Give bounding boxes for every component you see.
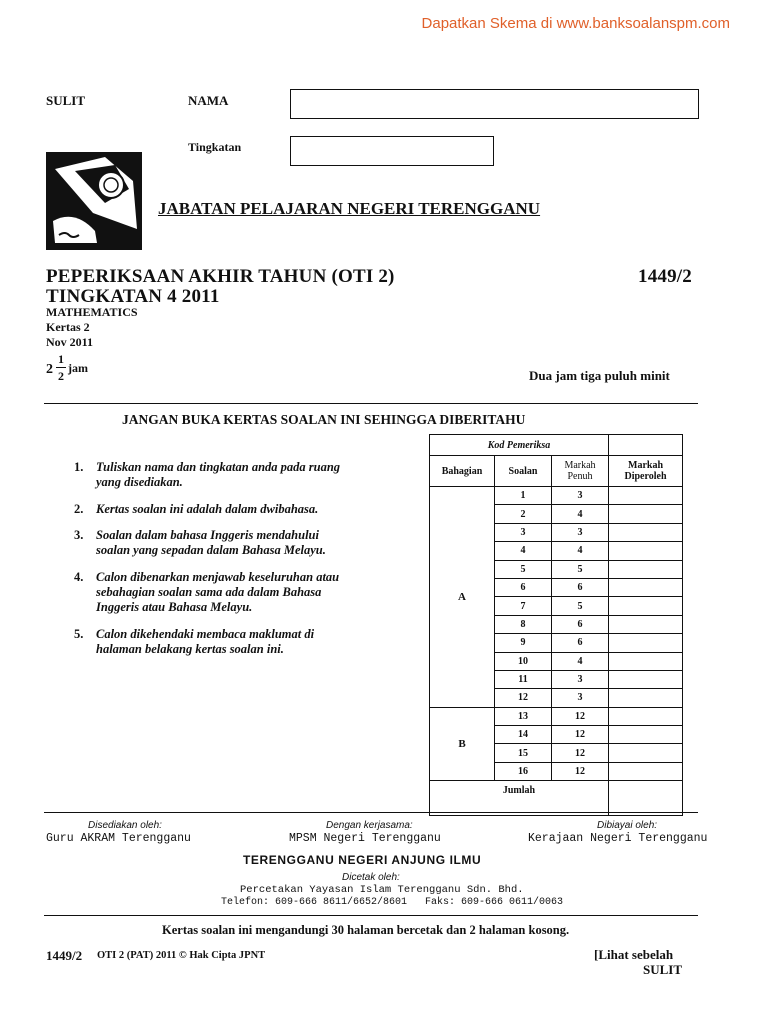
- instruction-text: Tuliskan nama dan tingkatan anda pada ruang yang disediakan.: [96, 460, 341, 489]
- question-cell: 10: [495, 652, 552, 670]
- full-marks-cell: 6: [552, 634, 609, 652]
- subject: MATHEMATICS: [46, 305, 138, 319]
- full-marks-cell: 12: [552, 707, 609, 725]
- question-cell: 5: [495, 560, 552, 578]
- instruction-item: [74, 460, 346, 490]
- printer-contact: Telefon: 609-666 8611/6652/8601 Faks: 609-666 0611/0063: [221, 897, 564, 908]
- duration-fraction: [46, 352, 106, 388]
- footer-code: 1449/2: [46, 948, 83, 963]
- col-header-full-marks: Markah Penuh: [552, 456, 609, 487]
- instruction-text: Kertas soalan ini adalah dalam dwibahasa.: [96, 502, 319, 516]
- col-header-section: Bahagian: [430, 456, 495, 487]
- instruction-number: 5.: [74, 627, 84, 641]
- printer-name: Percetakan Yayasan Islam Terengganu Sdn. Bhd.: [240, 884, 524, 896]
- obtained-cell[interactable]: [609, 652, 683, 670]
- obtained-cell[interactable]: [609, 670, 683, 688]
- instruction-number: 2.: [74, 502, 84, 516]
- obtained-cell[interactable]: [609, 634, 683, 652]
- obtained-cell[interactable]: [609, 744, 683, 762]
- full-marks-cell: 6: [552, 615, 609, 633]
- copyright: OTI 2 (PAT) 2011 © Hak Cipta JPNT: [97, 950, 266, 961]
- full-marks-cell: 4: [552, 652, 609, 670]
- obtained-cell[interactable]: [609, 523, 683, 541]
- tingkatan-label: Tingkatan: [188, 140, 242, 154]
- funded-label: Dibiayai oleh:: [597, 820, 658, 831]
- examiner-code-header: Kod Pemeriksa: [430, 435, 609, 456]
- header-link[interactable]: Dapatkan Skema di www.banksoalanspm.com: [421, 15, 730, 32]
- instruction-text: Calon dibenarkan menjawab keseluruhan atau sebahagian soalan sama ada dalam Bahasa Inggeris atau Bahasa Melayu.: [96, 570, 340, 614]
- obtained-cell[interactable]: [609, 762, 683, 780]
- instruction-text: Calon dikehendaki membaca maklumat di halaman belakang kertas soalan ini.: [96, 627, 315, 656]
- paper-number: Kertas 2: [46, 320, 90, 334]
- prepared-by: Guru AKRAM Terengganu: [46, 832, 191, 845]
- obtained-cell[interactable]: [609, 542, 683, 560]
- question-cell: 16: [495, 762, 552, 780]
- instruction-number: 3.: [74, 528, 84, 542]
- instruction-item: [74, 502, 346, 517]
- obtained-cell[interactable]: [609, 578, 683, 596]
- obtained-cell[interactable]: [609, 560, 683, 578]
- col-header-obtained: Markah Diperoleh: [609, 456, 683, 487]
- funded-by: Kerajaan Negeri Terengganu: [528, 832, 708, 845]
- duration-unit: jam: [68, 361, 88, 375]
- instruction-number: 1.: [74, 460, 84, 474]
- form-title: TINGKATAN 4 2011: [46, 286, 220, 307]
- full-marks-cell: 5: [552, 560, 609, 578]
- exam-date: Nov 2011: [46, 335, 94, 349]
- section-a-label: A: [430, 487, 495, 708]
- question-cell: 11: [495, 670, 552, 688]
- instruction-item: [74, 528, 346, 558]
- obtained-cell[interactable]: [609, 487, 683, 505]
- motto: TERENGGANU NEGERI ANJUNG ILMU: [243, 853, 482, 867]
- full-marks-cell: 12: [552, 726, 609, 744]
- duration-words: Dua jam tiga puluh minit: [529, 368, 670, 383]
- duration-denominator: 2: [58, 369, 64, 383]
- full-marks-cell: 6: [552, 578, 609, 596]
- turn-over: [Lihat sebelah: [594, 947, 674, 962]
- question-cell: 8: [495, 615, 552, 633]
- table-row: [430, 707, 683, 725]
- section-b-label: B: [430, 707, 495, 781]
- full-marks-cell: 3: [552, 523, 609, 541]
- divider: [44, 915, 698, 916]
- table-corner: [609, 435, 683, 456]
- full-marks-cell: 3: [552, 487, 609, 505]
- printed-label: Dicetak oleh:: [342, 872, 400, 883]
- pages-note: Kertas soalan ini mengandungi 30 halaman bercetak dan 2 halaman kosong.: [162, 923, 570, 937]
- paper-code: 1449/2: [638, 266, 692, 287]
- divider: [44, 812, 698, 813]
- obtained-cell[interactable]: [609, 707, 683, 725]
- full-marks-cell: 3: [552, 670, 609, 688]
- obtained-cell[interactable]: [609, 505, 683, 523]
- prepared-label: Disediakan oleh:: [88, 820, 162, 831]
- question-cell: 14: [495, 726, 552, 744]
- question-cell: 9: [495, 634, 552, 652]
- full-marks-cell: 5: [552, 597, 609, 615]
- duration-whole: 2: [46, 362, 53, 377]
- department-title: JABATAN PELAJARAN NEGERI TERENGGANU: [158, 199, 541, 218]
- question-cell: 3: [495, 523, 552, 541]
- instruction-text: Soalan dalam bahasa Inggeris mendahului soalan yang sepadan dalam Bahasa Melayu.: [96, 528, 326, 557]
- footer-sulit: SULIT: [643, 962, 683, 977]
- instruction-number: 4.: [74, 570, 84, 584]
- divider: [44, 403, 698, 404]
- full-marks-cell: 3: [552, 689, 609, 707]
- warning-text: JANGAN BUKA KERTAS SOALAN INI SEHINGGA DIBERITAHU: [122, 412, 526, 427]
- total-cell[interactable]: [609, 781, 683, 816]
- obtained-cell[interactable]: [609, 726, 683, 744]
- sulit-label: SULIT: [46, 93, 86, 108]
- question-cell: 1: [495, 487, 552, 505]
- fraction-bar: [56, 367, 66, 368]
- full-marks-cell: 12: [552, 744, 609, 762]
- instruction-item: [74, 627, 346, 657]
- question-cell: 2: [495, 505, 552, 523]
- instructions-list: [74, 460, 346, 657]
- duration-numerator: 1: [58, 352, 64, 366]
- question-cell: 15: [495, 744, 552, 762]
- question-cell: 7: [495, 597, 552, 615]
- full-marks-cell: 4: [552, 542, 609, 560]
- full-marks-cell: 12: [552, 762, 609, 780]
- question-cell: 12: [495, 689, 552, 707]
- obtained-cell[interactable]: [609, 597, 683, 615]
- collaboration-label: Dengan kerjasama:: [326, 820, 413, 831]
- jpnt-logo: [45, 151, 143, 251]
- instruction-item: [74, 570, 346, 615]
- marks-table: [429, 434, 683, 816]
- exam-title: PEPERIKSAAN AKHIR TAHUN (OTI 2): [46, 266, 395, 287]
- tingkatan-field[interactable]: [290, 136, 494, 166]
- table-row: [430, 487, 683, 505]
- obtained-cell[interactable]: [609, 615, 683, 633]
- question-cell: 4: [495, 542, 552, 560]
- question-cell: 6: [495, 578, 552, 596]
- obtained-cell[interactable]: [609, 689, 683, 707]
- nama-field[interactable]: [290, 89, 699, 119]
- total-label: Jumlah: [430, 781, 609, 816]
- col-header-question: Soalan: [495, 456, 552, 487]
- full-marks-cell: 4: [552, 505, 609, 523]
- collaboration-by: MPSM Negeri Terengganu: [289, 832, 441, 845]
- nama-label: NAMA: [188, 93, 229, 108]
- question-cell: 13: [495, 707, 552, 725]
